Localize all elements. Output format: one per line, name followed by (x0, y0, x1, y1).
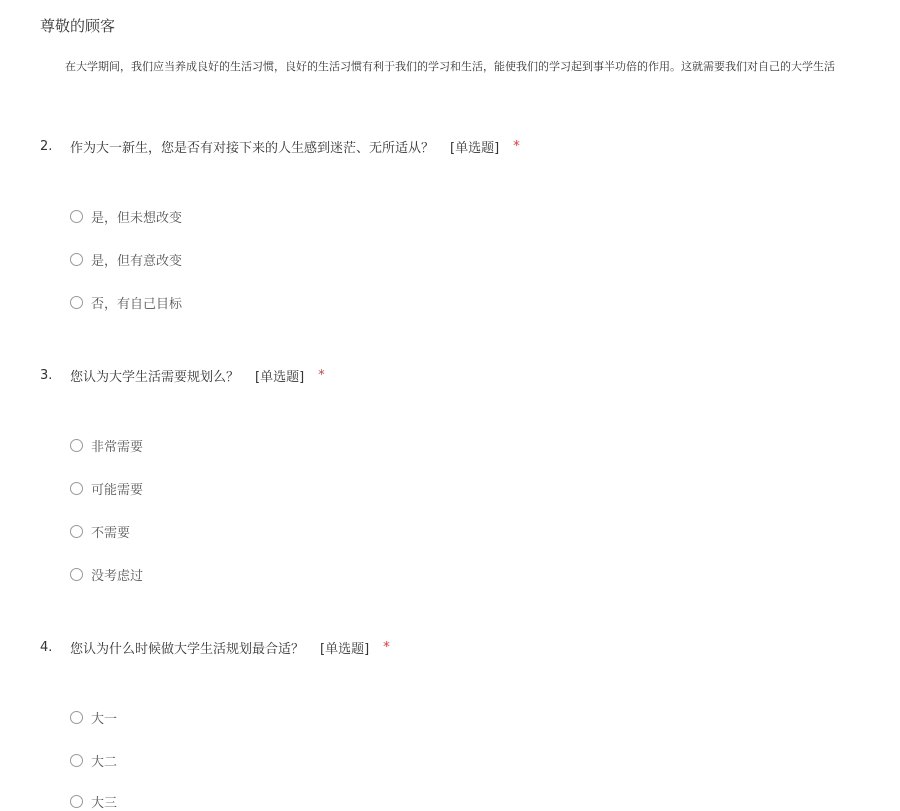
option-label: 不需要 (91, 526, 131, 541)
option-q2-1[interactable] (70, 207, 182, 226)
option-q4-1[interactable] (70, 708, 117, 727)
option-q3-1[interactable] (70, 436, 143, 455)
radio-icon[interactable] (70, 296, 83, 309)
radio-icon[interactable] (70, 795, 83, 808)
radio-icon[interactable] (70, 754, 83, 767)
option-q3-2[interactable] (70, 479, 143, 498)
option-label: 大二 (91, 755, 118, 770)
required-mark: * (513, 139, 520, 154)
option-label: 否，有自己目标 (91, 297, 183, 312)
option-q4-3[interactable] (70, 792, 117, 811)
intro-text: 在大学期间，我们应当养成良好的生活习惯，良好的生活习惯有利于我们的学习和生活，能使我们的学习起到事半功倍的作用。这就需要我们对自己的大学生活 (65, 60, 835, 73)
question-number: 2. (40, 139, 53, 154)
question-text: 您认为大学生活需要规划么？ (70, 370, 240, 385)
option-q3-4[interactable] (70, 565, 143, 584)
radio-icon[interactable] (70, 210, 83, 223)
radio-icon[interactable] (70, 439, 83, 452)
radio-icon[interactable] (70, 482, 83, 495)
question-3 (40, 366, 325, 385)
radio-icon[interactable] (70, 253, 83, 266)
option-label: 非常需要 (91, 440, 144, 455)
option-label: 可能需要 (91, 483, 144, 498)
option-label: 是，但有意改变 (91, 254, 183, 269)
option-q3-3[interactable] (70, 522, 130, 541)
question-type: [单选题] (450, 141, 500, 156)
question-text: 您认为什么时候做大学生活规划最合适？ (70, 642, 305, 657)
radio-icon[interactable] (70, 711, 83, 724)
required-mark: * (383, 640, 390, 655)
question-number: 3. (40, 368, 53, 383)
question-number: 4. (40, 640, 53, 655)
greeting: 尊敬的顾客 (40, 17, 116, 35)
option-q2-3[interactable] (70, 293, 182, 312)
option-label: 没考虑过 (91, 569, 144, 584)
question-type: [单选题] (320, 642, 370, 657)
option-label: 大三 (91, 796, 118, 811)
option-label: 大一 (91, 712, 118, 727)
required-mark: * (318, 368, 325, 383)
question-2 (40, 137, 520, 156)
question-type: [单选题] (255, 370, 305, 385)
radio-icon[interactable] (70, 568, 83, 581)
question-4 (40, 638, 390, 657)
option-label: 是，但未想改变 (91, 211, 183, 226)
option-q4-2[interactable] (70, 751, 117, 770)
option-q2-2[interactable] (70, 250, 182, 269)
question-text: 作为大一新生，您是否有对接下来的人生感到迷茫、无所适从？ (70, 141, 435, 156)
radio-icon[interactable] (70, 525, 83, 538)
